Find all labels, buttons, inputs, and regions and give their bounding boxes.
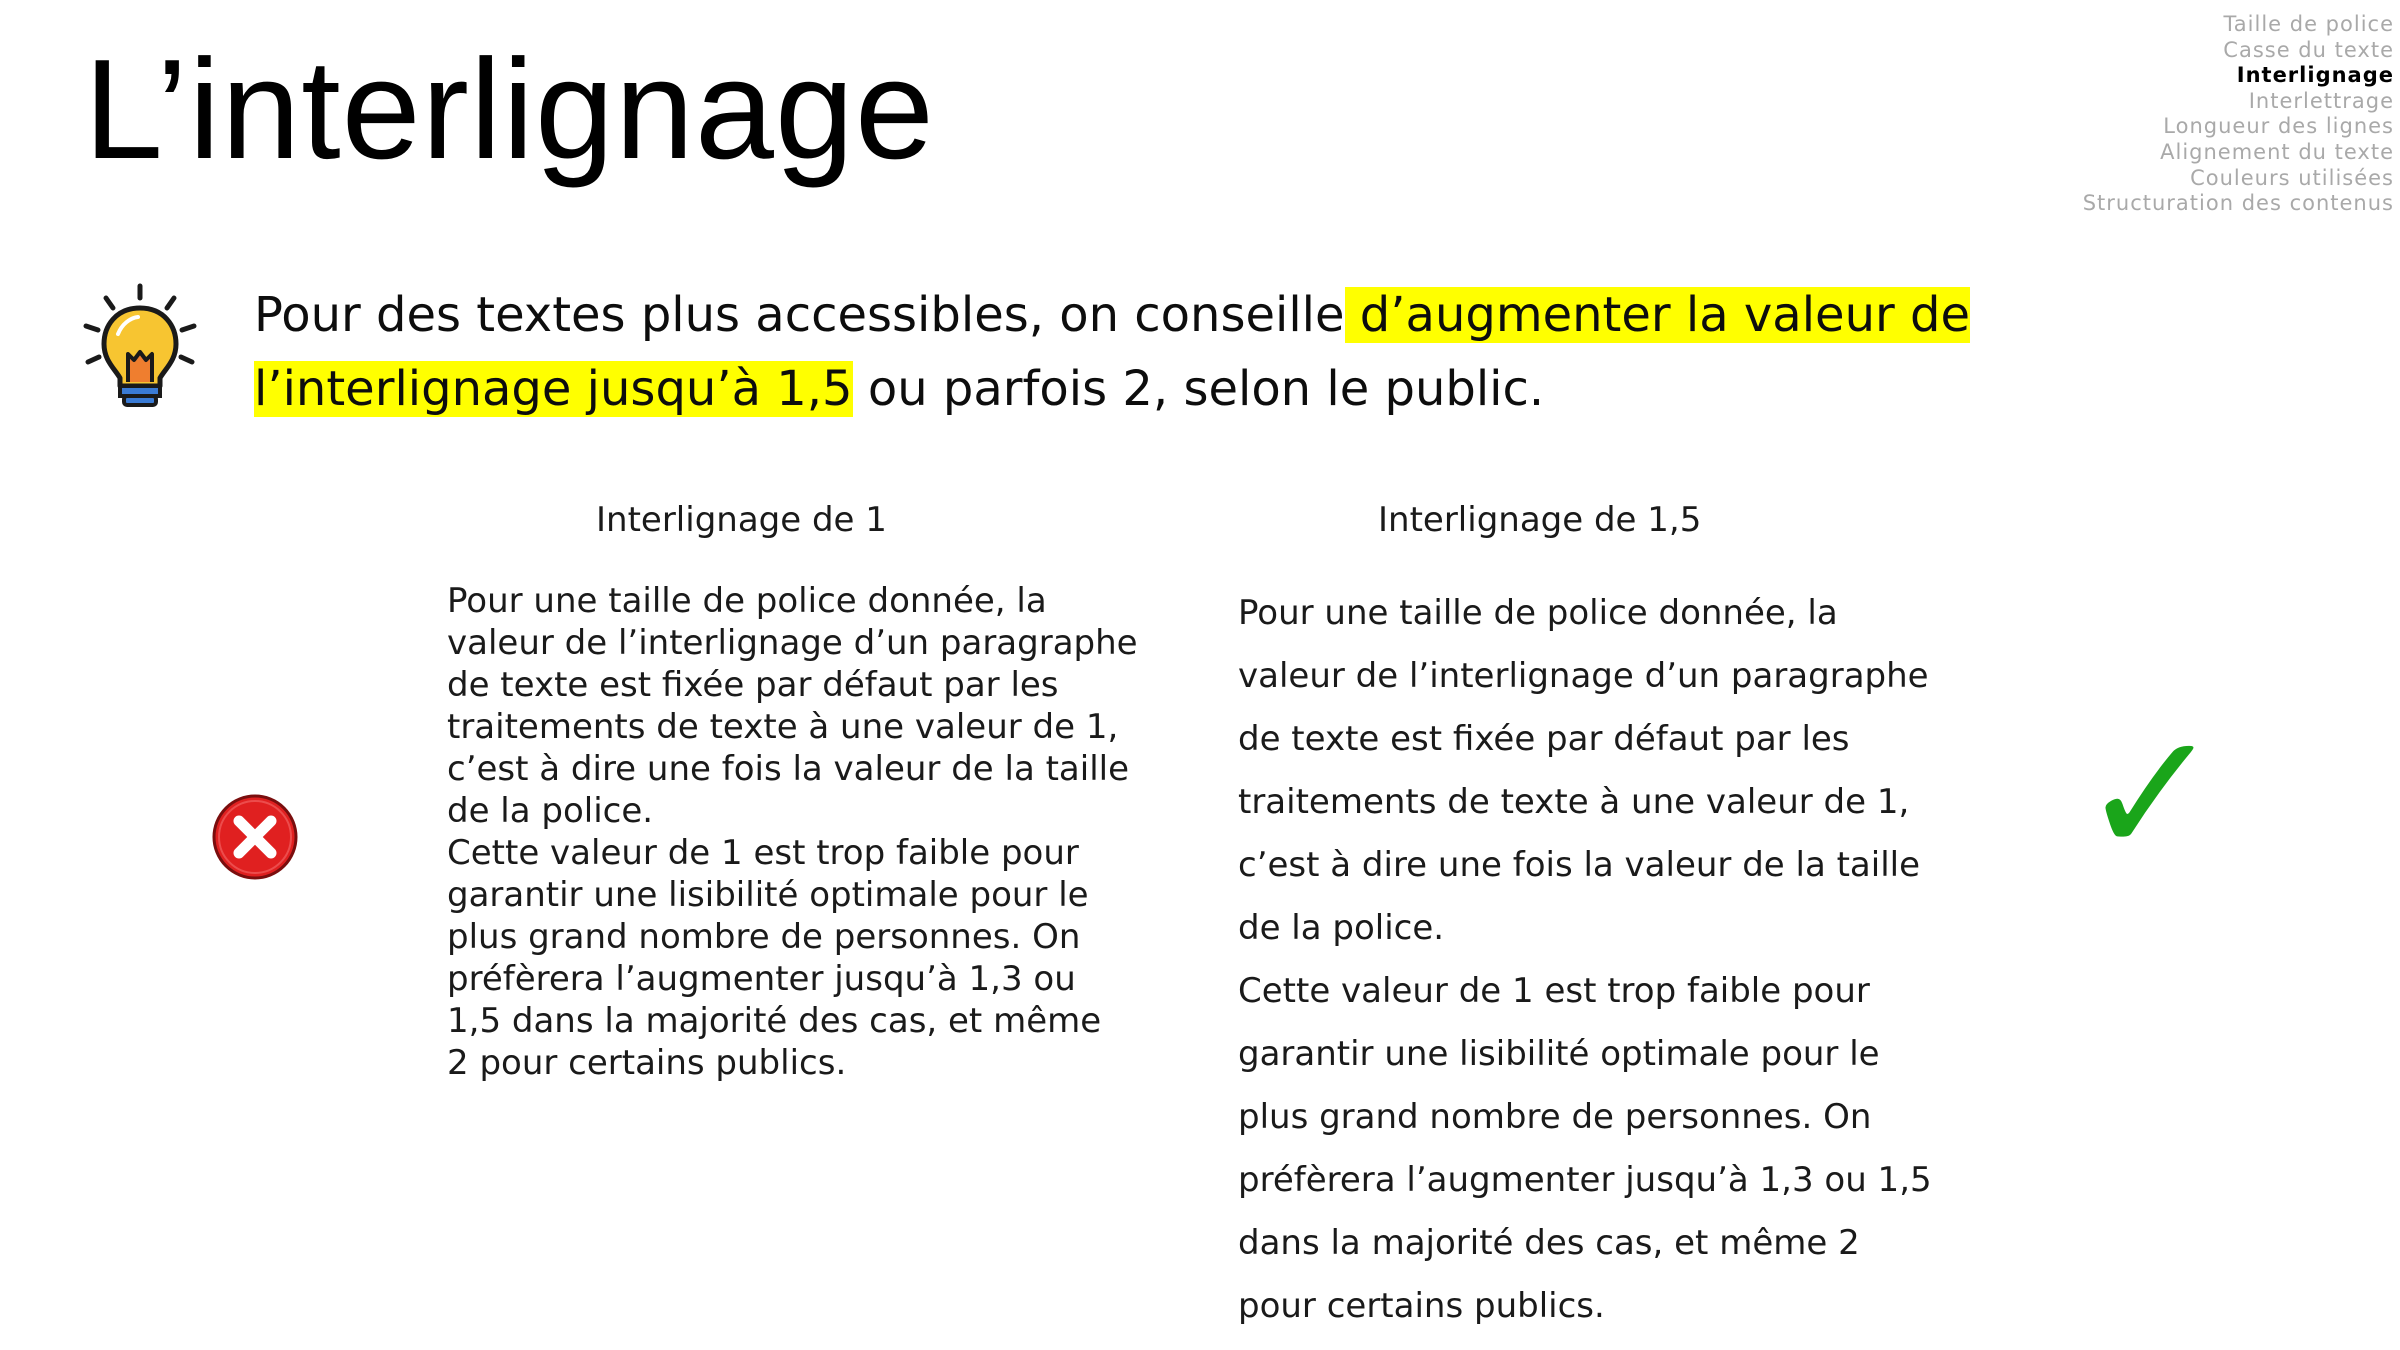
tip-highlight: d’augmenter la valeur de l’interlignage jusqu’à 1,5 [254, 287, 1970, 417]
paragraph-line: c’est à dire une fois la valeur de la taille [447, 749, 1130, 789]
paragraph-line: dans la majorité des cas, et même 2 [1238, 1223, 1860, 1263]
toc-item-interlettrage[interactable]: Interlettrage [2248, 88, 2394, 113]
slide-title: L’interlignage [84, 30, 935, 189]
paragraph-line: Pour une taille de police donnée, la [447, 581, 1047, 621]
paragraph-line: pour certains publics. [1238, 1286, 1605, 1326]
example-paragraph-line-height-1 [447, 580, 1138, 1084]
paragraph-line: traitements de texte à une valeur de 1, [447, 707, 1119, 747]
right-column-heading: Interlignage de 1,5 [1378, 500, 1702, 540]
paragraph-line: 2 pour certains publics. [447, 1043, 847, 1083]
paragraph-line: garantir une lisibilité optimale pour le [447, 875, 1089, 915]
tip-text-intro: Pour des textes plus accessibles, on conseille [254, 287, 1345, 343]
paragraph-line: de la police. [447, 791, 654, 831]
paragraph-line: traitements de texte à une valeur de 1, [1238, 782, 1910, 822]
cross-icon [210, 792, 300, 882]
paragraph-line: garantir une lisibilité optimale pour le [1238, 1034, 1880, 1074]
left-column-heading: Interlignage de 1 [596, 500, 887, 540]
paragraph-line: valeur de l’interlignage d’un paragraphe [1238, 656, 1929, 696]
paragraph-line: Cette valeur de 1 est trop faible pour [1238, 971, 1870, 1011]
paragraph-line: 1,5 dans la majorité des cas, et même [447, 1001, 1102, 1041]
toc-item-longueur-des-lignes[interactable]: Longueur des lignes [2163, 114, 2394, 139]
tip-text-outro: ou parfois 2, selon le public. [852, 361, 1545, 417]
toc-item-casse-du-texte[interactable]: Casse du texte [2223, 37, 2394, 62]
paragraph-line: plus grand nombre de personnes. On [447, 917, 1081, 957]
paragraph-line: de texte est fixée par défaut par les [1238, 719, 1850, 759]
toc-item-interlignage[interactable]: Interlignage [2236, 63, 2394, 88]
paragraph-line: préfèrera l’augmenter jusqu’à 1,3 ou [447, 959, 1076, 999]
checkmark-icon: ✓ [2080, 696, 2223, 894]
toc-item-structuration-des-contenus[interactable]: Structuration des contenus [2082, 191, 2394, 216]
tip-text [254, 278, 2294, 426]
paragraph-line: plus grand nombre de personnes. On [1238, 1097, 1872, 1137]
paragraph-line: Pour une taille de police donnée, la [1238, 593, 1838, 633]
example-paragraph-line-height-1-5 [1238, 582, 1932, 1338]
lightbulb-icon [80, 282, 200, 414]
paragraph-line: de texte est fixée par défaut par les [447, 665, 1059, 705]
paragraph-line: valeur de l’interlignage d’un paragraphe [447, 623, 1138, 663]
toc-item-couleurs-utilisees[interactable]: Couleurs utilisées [2190, 165, 2394, 190]
paragraph-line: de la police. [1238, 908, 1445, 948]
paragraph-line: préfèrera l’augmenter jusqu’à 1,3 ou 1,5 [1238, 1160, 1932, 1200]
paragraph-line: Cette valeur de 1 est trop faible pour [447, 833, 1079, 873]
paragraph-line: c’est à dire une fois la valeur de la taille [1238, 845, 1921, 885]
section-navigation [1974, 12, 2394, 217]
toc-item-alignement-du-texte[interactable]: Alignement du texte [2160, 139, 2394, 164]
toc-item-taille-de-police[interactable]: Taille de police [2223, 12, 2394, 36]
